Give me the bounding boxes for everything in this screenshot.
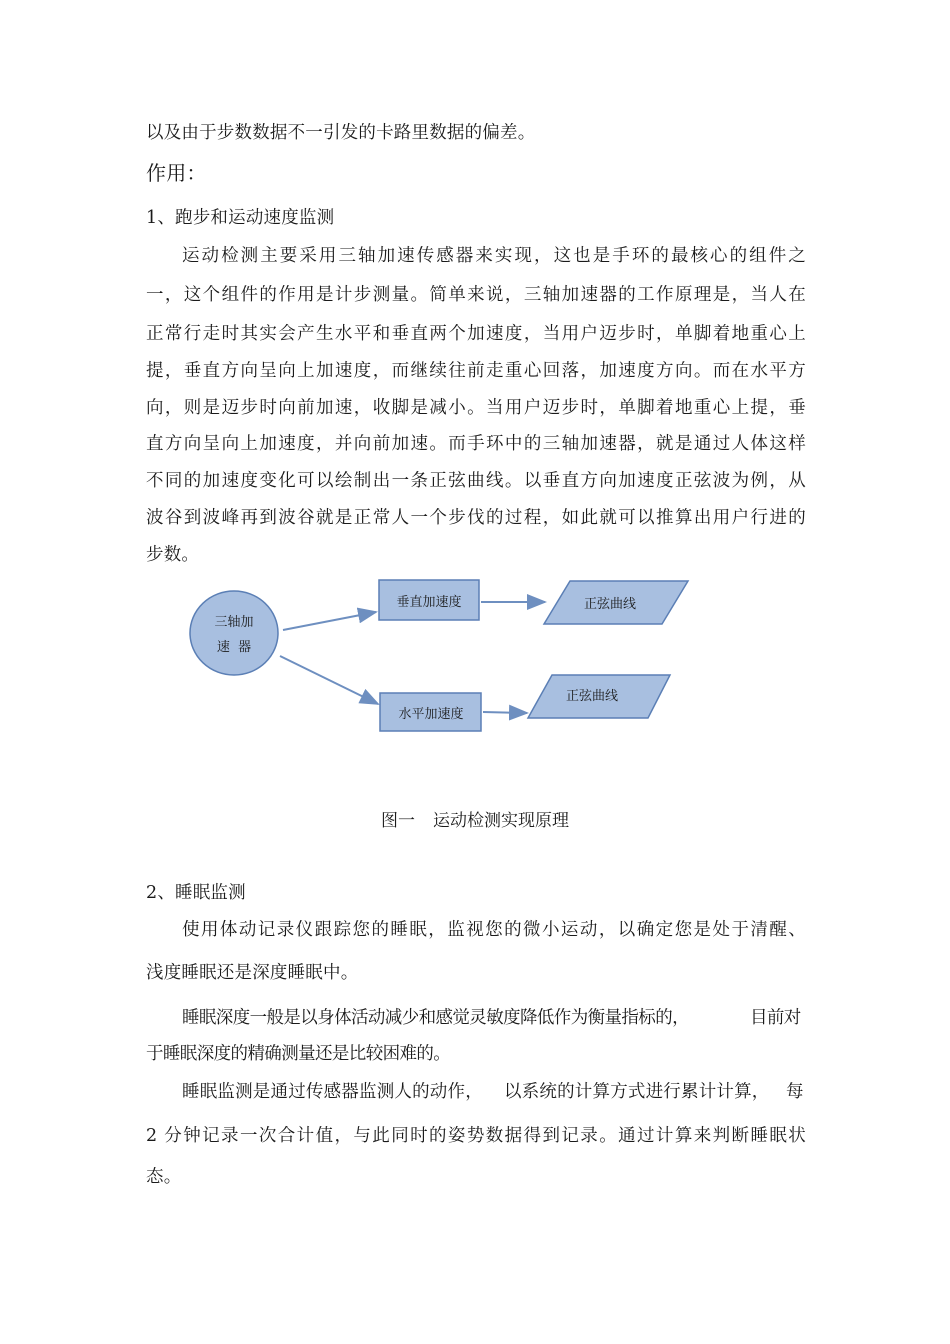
sine-curve-top-label: 正弦曲线 — [583, 597, 637, 612]
section2-p2-line1 — [182, 1007, 802, 1029]
section2-p1-line2: 浅度睡眠还是深度睡眠中。 — [146, 963, 359, 983]
section2-p3-part2: 以系统的计算方式进行累计计算， — [504, 1082, 770, 1102]
section2-p3-line2: 2 分钟记录一次合计值，与此同时的姿势数据得到记录。通过计算来判断睡眠状 — [146, 1126, 806, 1146]
sine-curve-bottom — [528, 675, 670, 718]
section2-p3-line3: 态。 — [146, 1167, 182, 1187]
section2-p2-part1: 睡眠深度一般是以身体活动减少和感觉灵敏度降低作为衡量指标的， — [182, 1008, 689, 1028]
figure-caption-text: 运动检测实现原理 — [433, 811, 569, 831]
section1-line: 向，则是迈步时向前加速，收脚是减小。当用户迈步时，单脚着地重心上提，垂 — [146, 398, 806, 418]
heading-effect: 作用： — [146, 161, 207, 185]
horizontal-acceleration-label: 水平加速度 — [398, 707, 464, 722]
section2-p3-line1 — [182, 1081, 806, 1103]
section1-line: 直方向呈向上加速度，并向前加速。而手环中的三轴加速器，就是通过人体这样 — [146, 434, 806, 454]
arrow-to-horizontal — [280, 656, 378, 704]
section2-p3-part1: 睡眠监测是通过传感器监测人的动作， — [182, 1082, 483, 1102]
section1-line: 一，这个组件的作用是计步测量。简单来说，三轴加速器的工作原理是，当人在 — [146, 285, 806, 305]
section1-title: 1、跑步和运动速度监测 — [146, 208, 335, 228]
intro-tail-text: 以及由于步数数据不一引发的卡路里数据的偏差。 — [146, 123, 536, 143]
arrow-to-vertical — [283, 612, 376, 630]
section2-p3-part3: 每 — [786, 1082, 804, 1102]
section1-line: 运动检测主要采用三轴加速传感器来实现，这也是手环的最核心的组件之 — [182, 246, 806, 266]
section1-line: 不同的加速度变化可以绘制出一条正弦曲线。以垂直方向加速度正弦波为例，从 — [146, 471, 806, 491]
section2-title: 2、睡眠监测 — [146, 883, 246, 903]
section2-p2-line2: 于睡眠深度的精确测量还是比较困难的。 — [146, 1044, 451, 1064]
vertical-acceleration-box — [379, 580, 479, 620]
section1-line: 步数。 — [146, 545, 200, 565]
sine-curve-top — [544, 581, 688, 624]
accelerometer-node — [190, 591, 278, 675]
horizontal-acceleration-box — [380, 693, 481, 731]
accelerometer-label-line1: 三轴加 — [214, 615, 254, 630]
vertical-acceleration-label: 垂直加速度 — [396, 595, 462, 610]
accelerometer-label-line2: 速 器 — [216, 640, 252, 655]
sine-curve-bottom-label: 正弦曲线 — [565, 689, 619, 704]
section1-line: 正常行走时其实会产生水平和垂直两个加速度，当用户迈步时，单脚着地重心上 — [146, 324, 806, 344]
section1-line: 波谷到波峰再到波谷就是正常人一个步伐的过程，如此就可以推算出用户行进的 — [146, 508, 806, 528]
figure-caption-label: 图一 — [381, 811, 415, 831]
section2-p2-part2: 目前对 — [750, 1008, 801, 1028]
motion-detection-diagram — [0, 560, 950, 760]
section2-p1-line1: 使用体动记录仪跟踪您的睡眠，监视您的微小运动，以确定您是处于清醒、 — [182, 920, 806, 940]
section1-line: 提，垂直方向呈向上加速度，而继续往前走重心回落，加速度方向。而在水平方 — [146, 361, 806, 381]
arrow-to-sine-bottom — [483, 712, 527, 713]
figure-caption — [0, 806, 950, 831]
